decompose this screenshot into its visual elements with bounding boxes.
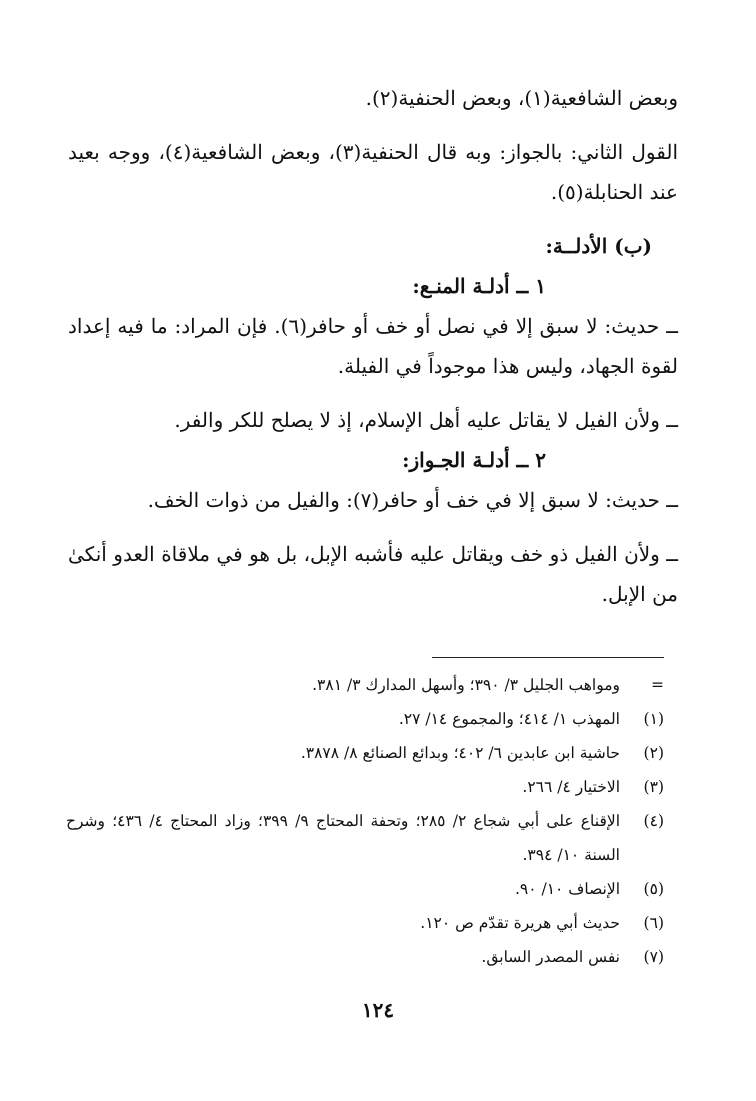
main-text bbox=[68, 78, 678, 614]
footnote-number: = bbox=[651, 676, 664, 694]
paragraph-hadith-prohibition: ــ حديث: لا سبق إلا في نصل أو خف أو حافر(٦). فإن المراد: ما فيه إعداد لقوة الجهاد، وليس هذا موجوداً في الفيلة. bbox=[68, 314, 678, 378]
footnote-item bbox=[66, 668, 664, 702]
footnote-text: الاختيار ٤/ ٢٦٦. bbox=[522, 778, 620, 796]
footnote-number: (٥) bbox=[643, 880, 664, 898]
footnote-text: الإنصاف ١٠/ ٩٠. bbox=[514, 880, 620, 898]
paragraph-elephant-like-camel: ــ ولأن الفيل ذو خف ويقاتل عليه فأشبه الإبل، بل هو في ملاقاة العدو أنكىٰ من الإبل. bbox=[68, 542, 678, 606]
footnote-text: المهذب ١/ ٤١٤؛ والمجموع ١٤/ ٢٧. bbox=[398, 710, 620, 728]
footnote-separator bbox=[432, 657, 664, 658]
footnote-text: الإقناع على أبي شجاع ٢/ ٢٨٥؛ وتحفة المحتاج ٩/ ٣٩٩؛ وزاد المحتاج ٤/ ٤٣٦؛ وشرح السنة ١٠/ ٣٩٤. bbox=[66, 812, 621, 864]
page-number: ١٢٤ bbox=[361, 998, 395, 1022]
footnotes bbox=[66, 668, 664, 974]
paragraph-elephant-not-used: ــ ولأن الفيل لا يقاتل عليه أهل الإسلام، إذ لا يصلح للكر والفر. bbox=[174, 408, 678, 432]
footnote-text: نفس المصدر السابق. bbox=[481, 948, 620, 966]
subheading-prohibition-evidence: ١ ــ أدلـة المنـع: bbox=[412, 274, 546, 298]
footnote-text: ومواهب الجليل ٣/ ٣٩٠؛ وأسهل المدارك ٣/ ٣٨١. bbox=[312, 676, 620, 694]
footnote-item bbox=[66, 940, 664, 974]
footnote-item bbox=[66, 702, 664, 736]
footnote-number: (٢) bbox=[643, 744, 664, 762]
subheading-permission-evidence: ٢ ــ أدلـة الجـواز: bbox=[402, 448, 546, 472]
paragraph-second-opinion: القول الثاني: بالجواز: وبه قال الحنفية(٣)، وبعض الشافعية(٤)، ووجه بعيد عند الحنابلة(٥). bbox=[68, 140, 679, 204]
footnote-text: حديث أبي هريرة تقدّم ص ١٢٠. bbox=[420, 914, 620, 932]
paragraph-continuation: وبعض الشافعية(١)، وبعض الحنفية(٢). bbox=[365, 86, 678, 110]
footnote-item bbox=[66, 804, 664, 872]
footnote-item bbox=[66, 906, 664, 940]
footnote-item bbox=[66, 872, 664, 906]
footnote-item bbox=[66, 770, 664, 804]
footnote-number: (٦) bbox=[643, 914, 664, 932]
footnote-number: (٣) bbox=[643, 778, 664, 796]
footnote-number: (٧) bbox=[643, 948, 664, 966]
footnote-number: (٤) bbox=[643, 812, 664, 830]
footnote-item bbox=[66, 736, 664, 770]
footnote-number: (١) bbox=[643, 710, 664, 728]
paragraph-hadith-permission: ــ حديث: لا سبق إلا في خف أو حافر(٧): والفيل من ذوات الخف. bbox=[147, 488, 678, 512]
footnote-text: حاشية ابن عابدين ٦/ ٤٠٢؛ وبدائع الصنائع ٨/ ٣٨٧٨. bbox=[300, 744, 620, 762]
section-heading-evidence: (ب) الأدلــة: bbox=[545, 234, 652, 258]
